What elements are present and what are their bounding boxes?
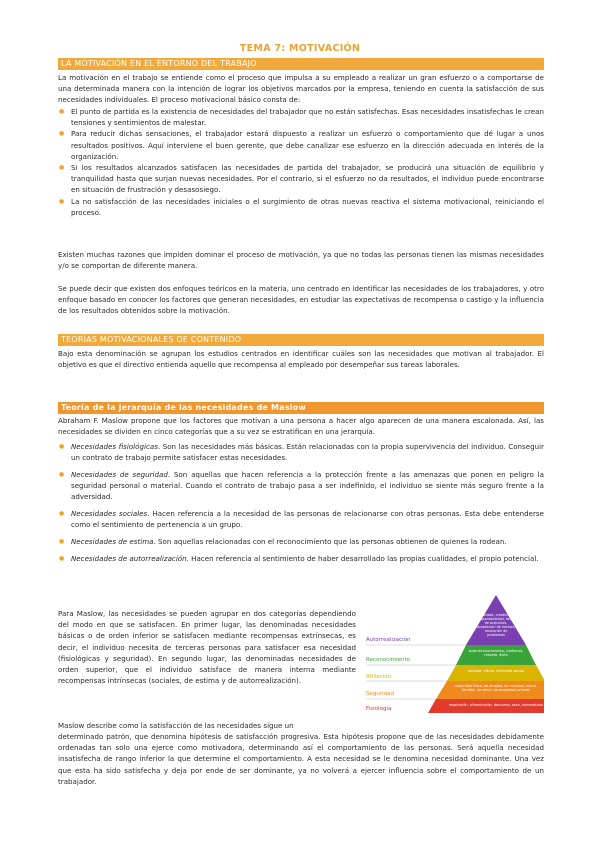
list-item (58, 508, 544, 530)
paragraph-needs-categories: Para Maslow, las necesidades se pueden agrupar en dos categorías dependiendo del modo en que se satisfacen. En primer lugar, las denominadas necesidades básicas o de orden inferior se satisfacen mediante recompensas extrínsecas, es decir, el individuo necesita de terceras personas para satisfacer esa necesidad (fisiológicas y seguridad). En segundo lugar, las denominadas necesidades de orden superior, que el individuo satisface de manera interna mediante recompensas intrínsecas (sociales, de estima y de autorrealización). (58, 609, 356, 686)
pyramid-label-self-actualization: Autorrealización (366, 637, 411, 643)
list-item (58, 553, 544, 564)
list-item: ● Para reducir dichas sensaciones, el trabajador estará dispuesto a realizar un esfuerzo o comportamiento que dé lugar a unos resultados positivos. Aquí interviene el buen gerente, que debe canalizar ese esfuerzo en la dirección adecuada en interés de la organización. (58, 128, 544, 162)
need-description: . Son aquellas que hacen referencia a la protección frente a las amenazas que ponen en peligro la seguridad personal o material. Cuando el contrato de trabajo pasa a ser indefinido, el individuo se siente más seguro frente a la adversidad. (71, 469, 544, 502)
paragraph-progressive-satisfaction: determinado patrón, que denomina hipótesis de satisfacción progresiva. Esta hipótesis propone que de las necesidades debidamente ordenadas tan solo una ejerce como motivadora, determinando así el comportamiento de las personas. Será aquella necesidad insatisfecha de rango inferior la que determine el comportamiento. A esta necesidad se le denomina necesidad dominante. Una vez que esta ha sido satisfecha y deja por ende de ser dominante, ya no volverá a ejercer influencia sobre el comportamiento de un trabajador. (58, 732, 544, 786)
need-description: . Hacen referencia a la necesidad de las personas de relacionarse con otras personas. Esta debe entenderse como el sentimiento de pertenencia a un grupo. (71, 509, 544, 530)
paragraph-progressive-line: Maslow describe como la satisfacción de las necesidades sigue un (58, 721, 294, 730)
list-item: ● El punto de partida es la existencia de necesidades del trabajador que no están satisfechas. Esas necesidades insatisfechas le crean tensiones y sentimientos de malestar. (58, 106, 544, 128)
intro-paragraph: La motivación en el trabajo se entiende como el proceso que impulsa a su empleado a realizar un gran esfuerzo o a comportarse de una determinada manera con la intención de lograr los objetivos marcados por la empresa, teniendo en cuenta la satisfacción de sus necesidades individuales. El proceso motivacional básico consta de: (58, 73, 544, 105)
list-item (58, 536, 544, 547)
need-name: Necesidades de autorrealización (71, 553, 187, 563)
paragraph-maslow-intro: Abraham F. Maslow propone que los factores que motivan a una persona a hacer algo aparecen de una manera escalonada. Así, las necesidades se dividen en cinco categorías que a su vez se estratifican en una jerarquía. (58, 416, 544, 437)
paragraph-content-theories: Bajo esta denominación se agrupan los estudios centrados en identificar cuáles son las necesidades que motivan al trabajador. El objetivo es que el directivo entienda aquello que recompensa al empleado por desempeñar sus tareas laborales. (58, 349, 544, 370)
need-name: Necesidades fisiológicas (71, 442, 158, 451)
pyramid-level-text: moralidad, creatividad, espontaneidad, falta de prejuicios, aceptación de hechos, resolución de problemas (476, 613, 516, 637)
pyramid-label-physiology: Fisiología (366, 706, 392, 712)
need-description: . Son las necesidades más básicas. Están relacionadas con la propia supervivencia del individuo. Conseguir un contrato de trabajo permite satisfacer estas necesidades. (71, 442, 544, 463)
pyramid-level-text: seguridad física, de empleo, de recursos, moral, familiar, de salud, de propiedad privada (455, 684, 537, 692)
maslow-pyramid-graphic (364, 593, 544, 718)
maslow-pyramid (364, 593, 544, 718)
need-description: . Son aquellas relacionadas con el reconocimiento que las personas obtienen de quienes la rodean. (153, 536, 507, 546)
pyramid-level-text: amistad, afecto, intimidad sexual (467, 669, 525, 673)
need-description: . Hacen referencia al sentimiento de haber desarrollado las propias cualidades, el propio potencial. (186, 553, 539, 563)
pyramid-level-text: autorreconocimiento, confianza, respeto, éxito (468, 649, 524, 657)
process-bullet-list (58, 106, 544, 218)
need-name: Necesidades sociales (71, 509, 148, 519)
section-heading-maslow: Teoría de la jerarquía de las necesidades de Maslow (58, 402, 544, 414)
list-item: ● Si los resultados alcanzados satisfacen las necesidades de partida del trabajador, se producirá una situación de equilibrio y tranquilidad hasta que surjan nuevas necesidades. Por el contrario, si el esfuerzo no da resultados, el individuo puede encontrarse en situación de frustración y desasosiego. (58, 162, 544, 196)
list-item: ● La no satisfacción de las necesidades iniciales o el surgimiento de otras nuevas reactiva el sistema motivacional, reiniciando el proceso. (58, 196, 544, 218)
paragraph-reasons: Existen muchas razones que impiden dominar el proceso de motivación, ya que no todas las personas tienen las mismas necesidades y/o se comportan de diferente manera. (58, 250, 544, 271)
list-item (58, 469, 544, 503)
pyramid-label-affiliation: Afiliación (366, 674, 392, 680)
need-name: Necesidades de seguridad (71, 469, 168, 479)
page-title: TEMA 7: MOTIVACIÓN (239, 43, 361, 54)
pyramid-label-recognition: Reconocimiento (366, 657, 411, 663)
section-heading-content-theories: TEORÍAS MOTIVACIONALES DE CONTENIDO (58, 334, 544, 346)
paragraph-approaches: Se puede decir que existen dos enfoques teóricos en la materia, uno centrado en identificar las necesidades de los trabajadores, y otro enfoque basado en conocer los factores que generan necesidades, en estudiar las expectativas de recompensa o castigo y la influencia de los resultados obtenidos sobre la motivación. (58, 284, 544, 316)
pyramid-level-text: respiración, alimentación, descanso, sexo, homeostasis (448, 703, 544, 707)
need-name: Necesidades de estima (71, 536, 154, 546)
list-item (58, 441, 544, 463)
pyramid-label-security: Seguridad (366, 691, 394, 697)
needs-list (58, 441, 544, 569)
section-heading-motivation: LA MOTIVACIÓN EN EL ENTORNO DEL TRABAJO (58, 58, 544, 70)
